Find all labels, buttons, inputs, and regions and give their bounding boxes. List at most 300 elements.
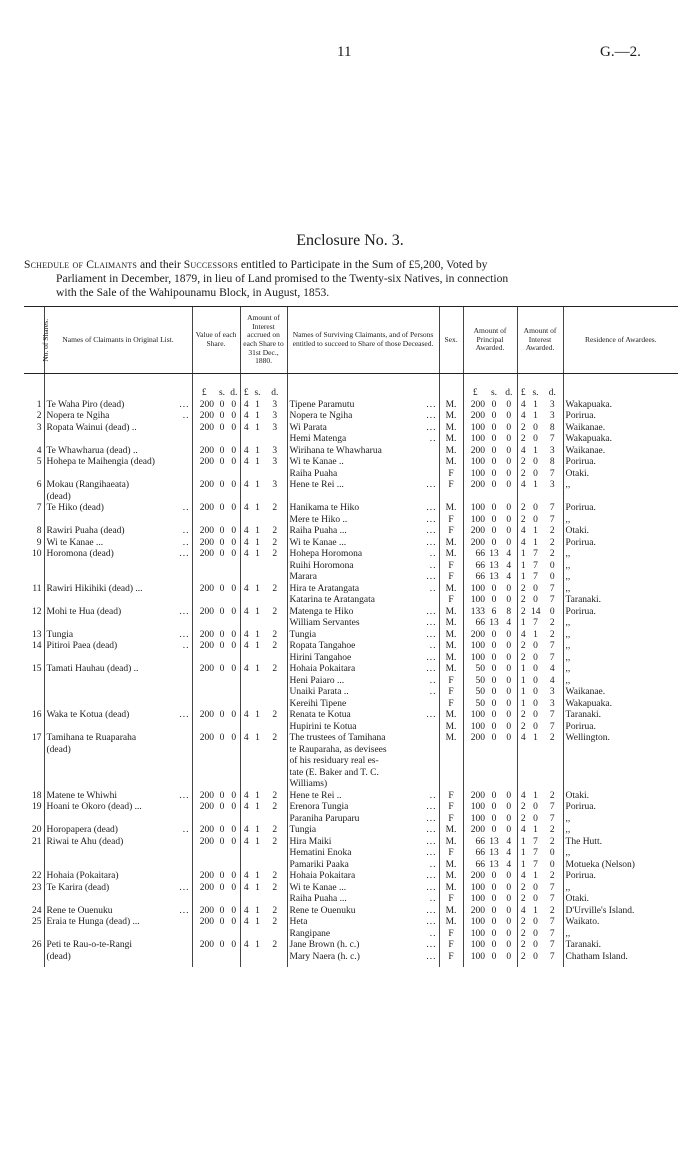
claimant-name	[44, 515, 192, 527]
interest-pence: 2	[272, 641, 278, 651]
interest-awarded-pence: 7	[549, 595, 555, 605]
interest-pence: 2	[272, 790, 278, 801]
principal-pence: 0	[506, 583, 512, 594]
interest-shillings	[252, 756, 263, 768]
share-number: 4	[36, 445, 42, 456]
leader-dots: ...	[426, 940, 437, 950]
claimant-name	[44, 607, 192, 619]
residence: ,,	[563, 561, 678, 573]
share-value-shillings: 0	[219, 399, 225, 410]
interest-shillings	[252, 745, 263, 757]
interest-pence	[263, 699, 287, 711]
table-row	[24, 848, 678, 860]
interest-pence: 2	[272, 802, 278, 812]
residence: Wakapuaka.	[563, 699, 678, 711]
interest-awarded-pounds: 2	[517, 929, 529, 941]
interest-awarded-shillings: 1	[533, 905, 538, 916]
share-value-pounds	[192, 595, 216, 607]
residence: Porirua.	[563, 607, 678, 619]
residence: Otaki.	[563, 526, 678, 538]
leader-dots: ...	[426, 664, 437, 674]
sex: F	[439, 940, 463, 952]
interest-pence	[263, 929, 287, 941]
principal-pence: 0	[506, 422, 512, 433]
interest-awarded-shillings: 0	[533, 675, 538, 686]
principal-shillings: 0	[491, 629, 497, 640]
surviving-name	[287, 653, 439, 665]
table-row	[24, 480, 678, 492]
leader-dots: ...	[426, 825, 437, 835]
interest-pence	[263, 745, 287, 757]
principal-shillings: 0	[491, 503, 497, 513]
share-value-pence	[228, 894, 240, 906]
table-row	[24, 572, 678, 584]
residence: ,,	[563, 883, 678, 895]
leader-dots: ...	[179, 790, 190, 801]
share-value-shillings: 0	[219, 480, 225, 490]
principal-pounds: 100	[463, 641, 487, 653]
table-row	[24, 457, 678, 469]
principal-pence: 8	[506, 606, 512, 617]
share-value-shillings: 0	[219, 802, 225, 812]
share-value-pence: 0	[231, 629, 237, 640]
principal-pounds: 100	[463, 929, 487, 941]
interest-awarded-pence: 2	[549, 733, 555, 743]
claimant-name	[44, 733, 192, 745]
principal-pounds: 100	[463, 952, 487, 968]
table-row	[24, 664, 678, 676]
interest-awarded-pence: 7	[549, 813, 555, 824]
principal-pounds: 66	[463, 572, 487, 584]
leader-dots: ..	[182, 526, 190, 536]
share-value-shillings	[216, 894, 228, 906]
claimant-name	[44, 584, 192, 596]
surviving-name	[287, 526, 439, 538]
interest-pounds: 4	[240, 664, 252, 676]
interest-pence: 2	[272, 940, 278, 950]
share-value-pounds: 200	[192, 791, 216, 803]
interest-awarded-shillings: 1	[533, 399, 538, 410]
share-value-pounds	[192, 687, 216, 699]
interest-awarded-pence: 0	[549, 560, 555, 571]
claimant-name	[44, 745, 192, 757]
surviving-name-text: Hene te Rei ..	[289, 790, 342, 801]
share-value-shillings	[216, 492, 228, 504]
interest-pounds: 4	[240, 503, 252, 515]
principal-pounds: 100	[463, 423, 487, 435]
share-number	[24, 572, 44, 584]
interest-shillings	[252, 515, 263, 527]
claimant-name-text: Horopapera (dead)	[46, 825, 118, 835]
table-row	[24, 538, 678, 550]
leader-dots: ...	[179, 905, 190, 916]
claimant-name	[44, 848, 192, 860]
surviving-name	[287, 607, 439, 619]
interest-pounds: 4	[240, 871, 252, 883]
share-value-shillings: 0	[219, 940, 225, 950]
interest-awarded-shillings: 1	[533, 871, 538, 881]
principal-pounds: 100	[463, 710, 487, 722]
claimant-name	[44, 699, 192, 711]
share-value-pounds: 200	[192, 423, 216, 435]
share-value-pence	[228, 848, 240, 860]
share-value-shillings	[216, 722, 228, 734]
principal-shillings	[487, 779, 501, 791]
interest-awarded-shillings	[529, 756, 542, 768]
surviving-name-text: Rene te Ouenuku	[289, 905, 356, 916]
interest-awarded-shillings: 0	[533, 882, 538, 893]
principal-shillings: 0	[491, 733, 497, 743]
surviving-name-text: Renata te Kotua	[289, 710, 351, 720]
interest-pence	[263, 768, 287, 780]
principal-pounds: 200	[463, 630, 487, 642]
principal-pence: 0	[506, 882, 512, 893]
surviving-name-text: Hira Maiki	[289, 836, 332, 847]
principal-pence: 4	[506, 572, 512, 582]
principal-pounds	[463, 745, 487, 757]
principal-pence: 0	[506, 629, 512, 640]
header-principal-awarded: Amount of Principal Awarded.	[463, 307, 517, 374]
surviving-name	[287, 630, 439, 642]
interest-awarded-pounds	[517, 756, 529, 768]
principal-shillings: 0	[491, 710, 497, 720]
header-residence: Residence of Awardees.	[563, 307, 678, 374]
interest-awarded-shillings: 1	[533, 629, 538, 640]
share-value-pence	[228, 952, 240, 968]
share-value-pence	[228, 676, 240, 688]
share-number	[24, 745, 44, 757]
sex: F	[439, 561, 463, 573]
share-value-pence	[228, 561, 240, 573]
share-number	[24, 515, 44, 527]
principal-shillings	[487, 745, 501, 757]
share-value-pence: 0	[231, 549, 237, 559]
share-value-pence	[228, 434, 240, 446]
unit-shilling: s.	[218, 388, 226, 398]
table-row	[24, 929, 678, 941]
share-value-pence: 0	[231, 905, 237, 916]
interest-awarded-pounds: 2	[517, 469, 529, 481]
interest-shillings	[252, 894, 263, 906]
share-number	[24, 434, 44, 446]
interest-pence: 2	[272, 905, 278, 916]
table-row	[24, 860, 678, 872]
schedule-lead: Schedule of Claimants	[24, 258, 138, 271]
claimant-name	[44, 480, 192, 492]
sex: M.	[439, 549, 463, 561]
claimant-name-text: Te Hiko (dead)	[46, 503, 104, 513]
interest-pence: 2	[272, 583, 278, 594]
share-value-pence: 0	[231, 641, 237, 651]
share-value-pounds: 200	[192, 503, 216, 515]
surviving-name-text: Katarina te Aratangata	[289, 595, 375, 605]
sex: F	[439, 687, 463, 699]
share-number: 11	[32, 583, 42, 594]
header-row	[24, 307, 678, 374]
surviving-name-text: Heta	[289, 917, 308, 927]
leader-dots: ...	[179, 710, 190, 720]
interest-pence	[263, 848, 287, 860]
interest-awarded-shillings: 7	[533, 848, 538, 858]
share-value-pence	[228, 653, 240, 665]
interest-awarded-shillings: 0	[533, 503, 538, 513]
interest-pounds: 4	[240, 457, 252, 469]
share-number: 8	[36, 526, 42, 536]
leader-dots: ...	[426, 836, 437, 847]
interest-pence	[263, 434, 287, 446]
share-number: 3	[36, 422, 42, 433]
interest-pounds: 4	[240, 837, 252, 849]
interest-awarded-pence: 7	[549, 721, 555, 732]
claimant-name	[44, 756, 192, 768]
sex: M.	[439, 538, 463, 550]
principal-pence: 0	[506, 928, 512, 939]
principal-pence: 0	[506, 641, 512, 651]
units-row	[24, 374, 678, 400]
interest-shillings	[252, 653, 263, 665]
surviving-name	[287, 423, 439, 435]
sex: F	[439, 814, 463, 826]
principal-pounds: 50	[463, 687, 487, 699]
principal-pounds: 200	[463, 538, 487, 550]
surviving-name	[287, 503, 439, 515]
leader-dots: ...	[426, 399, 437, 410]
principal-pounds	[463, 492, 487, 504]
surviving-name	[287, 469, 439, 481]
residence: Wellington.	[563, 733, 678, 745]
share-value-shillings: 0	[219, 457, 225, 467]
principal-pounds: 100	[463, 894, 487, 906]
surviving-name	[287, 411, 439, 423]
interest-awarded-shillings: 7	[533, 859, 538, 870]
interest-pounds	[240, 492, 252, 504]
claimant-name-text: Pitiroi Paea (dead)	[46, 641, 118, 651]
principal-pounds: 200	[463, 825, 487, 837]
principal-pounds: 100	[463, 814, 487, 826]
interest-awarded-shillings: 1	[533, 733, 538, 743]
claimant-name-text: Te Waha Piro (dead)	[46, 399, 125, 410]
share-value-pounds: 200	[192, 400, 216, 412]
share-value-pounds: 200	[192, 641, 216, 653]
interest-awarded-shillings: 0	[533, 940, 538, 950]
principal-shillings: 0	[491, 675, 497, 686]
share-value-shillings	[216, 814, 228, 826]
interest-pence	[263, 561, 287, 573]
interest-awarded-pounds: 1	[517, 860, 529, 872]
principal-shillings: 0	[491, 583, 497, 594]
interest-shillings: 1	[255, 457, 260, 467]
share-value-pounds	[192, 814, 216, 826]
interest-shillings	[252, 676, 263, 688]
share-value-pence: 0	[231, 790, 237, 801]
sex: M.	[439, 860, 463, 872]
interest-awarded-shillings: 0	[533, 457, 538, 467]
share-value-pounds: 200	[192, 607, 216, 619]
interest-awarded-pence: 7	[549, 434, 555, 444]
leader-dots: ...	[179, 549, 190, 559]
share-value-pence: 0	[231, 399, 237, 410]
residence: Otaki.	[563, 469, 678, 481]
share-value-pounds	[192, 722, 216, 734]
principal-pence: 0	[506, 526, 512, 536]
interest-shillings: 1	[255, 802, 260, 812]
residence: Chatham Island.	[563, 952, 678, 968]
surviving-name	[287, 906, 439, 918]
interest-awarded-shillings: 0	[533, 422, 538, 433]
surviving-name	[287, 561, 439, 573]
principal-pounds: 100	[463, 940, 487, 952]
principal-pence: 4	[506, 836, 512, 847]
share-value-pence: 0	[231, 825, 237, 835]
surviving-name-text: William Servantes	[289, 618, 360, 628]
interest-pounds	[240, 929, 252, 941]
surviving-name-text: Erenora Tungia	[289, 802, 349, 812]
table-row	[24, 549, 678, 561]
interest-shillings	[252, 618, 263, 630]
interest-awarded-pence	[542, 779, 563, 791]
claimant-name	[44, 411, 192, 423]
sex: M.	[439, 653, 463, 665]
interest-pounds	[240, 756, 252, 768]
surviving-name	[287, 434, 439, 446]
interest-shillings: 1	[255, 549, 260, 559]
principal-shillings: 0	[491, 951, 497, 962]
claimant-name	[44, 503, 192, 515]
interest-pounds: 4	[240, 940, 252, 952]
principal-pence: 0	[506, 940, 512, 950]
interest-pence	[263, 952, 287, 968]
claimant-name-text: Rawiri Puaha (dead)	[46, 526, 125, 536]
sex: M.	[439, 722, 463, 734]
surviving-name-text: Wi te Kanae ...	[289, 537, 347, 548]
principal-pence: 0	[506, 652, 512, 663]
share-value-pence: 0	[231, 537, 237, 548]
residence: Waikanae.	[563, 687, 678, 699]
surviving-name-text: Raiha Puaha ...	[289, 894, 347, 904]
principal-pence: 0	[506, 698, 512, 709]
claimant-name-text: Tamihana te Ruaparaha	[46, 733, 137, 743]
interest-pence	[263, 756, 287, 768]
table-row	[24, 883, 678, 895]
interest-awarded-shillings	[529, 779, 542, 791]
share-number: 17	[32, 733, 42, 743]
principal-shillings: 0	[491, 514, 497, 525]
unit-pence: d.	[505, 388, 513, 398]
share-number	[24, 756, 44, 768]
interest-shillings: 1	[255, 480, 260, 490]
share-number: 14	[32, 641, 42, 651]
interest-awarded-shillings: 0	[533, 894, 538, 904]
interest-shillings	[252, 860, 263, 872]
interest-pence: 3	[272, 399, 278, 410]
principal-shillings: 0	[491, 871, 497, 881]
page-header	[0, 44, 700, 64]
share-value-shillings	[216, 952, 228, 968]
interest-pounds: 4	[240, 446, 252, 458]
claimant-name	[44, 929, 192, 941]
share-value-pence: 0	[231, 445, 237, 456]
share-value-shillings	[216, 561, 228, 573]
share-value-shillings	[216, 756, 228, 768]
surviving-name	[287, 768, 439, 780]
interest-pence	[263, 595, 287, 607]
claimant-name	[44, 940, 192, 952]
interest-shillings	[252, 779, 263, 791]
residence: ,,	[563, 825, 678, 837]
residence: ,,	[563, 480, 678, 492]
surviving-name	[287, 733, 439, 745]
interest-awarded-pounds: 1	[517, 676, 529, 688]
principal-pounds: 100	[463, 883, 487, 895]
principal-shillings: 0	[491, 434, 497, 444]
share-value-shillings: 0	[219, 733, 225, 743]
sex: F	[439, 515, 463, 527]
interest-pounds	[240, 595, 252, 607]
residence: ,,	[563, 618, 678, 630]
share-value-pounds	[192, 929, 216, 941]
share-number	[24, 492, 44, 504]
claimant-name-text: Hohaia (Pokaitara)	[46, 871, 119, 881]
leader-dots: ..	[182, 537, 190, 548]
interest-awarded-pounds: 2	[517, 641, 529, 653]
share-value-shillings	[216, 929, 228, 941]
principal-shillings: 0	[491, 813, 497, 824]
interest-pence	[263, 618, 287, 630]
principal-pounds: 66	[463, 848, 487, 860]
principal-pounds: 200	[463, 733, 487, 745]
claimant-name	[44, 768, 192, 780]
principal-pence: 0	[506, 790, 512, 801]
interest-awarded-pounds: 4	[517, 825, 529, 837]
share-value-pounds: 200	[192, 526, 216, 538]
residence: ,,	[563, 584, 678, 596]
interest-awarded-shillings: 1	[533, 825, 538, 835]
share-value-shillings: 0	[219, 503, 225, 513]
interest-awarded-pounds: 4	[517, 906, 529, 918]
share-value-shillings: 0	[219, 549, 225, 559]
surviving-name-text: Hupirini te Kotua	[289, 721, 357, 732]
share-value-pounds: 200	[192, 940, 216, 952]
interest-awarded-shillings: 0	[533, 721, 538, 732]
claimant-name	[44, 779, 192, 791]
sex: M.	[439, 607, 463, 619]
principal-shillings: 0	[491, 468, 497, 479]
share-number	[24, 952, 44, 968]
share-number: 2	[36, 411, 42, 421]
share-value-pence: 0	[231, 940, 237, 950]
claimant-name	[44, 883, 192, 895]
principal-pence: 0	[506, 802, 512, 812]
interest-shillings: 1	[255, 422, 260, 433]
schedule-text-3: with the Sale of the Wahipounamu Block, in August, 1853.	[56, 286, 330, 299]
principal-shillings: 0	[491, 652, 497, 663]
interest-awarded-shillings: 0	[533, 434, 538, 444]
share-value-pounds	[192, 756, 216, 768]
share-value-pence	[228, 492, 240, 504]
share-value-shillings: 0	[219, 917, 225, 927]
sex: M.	[439, 825, 463, 837]
claimant-name-text: Waka te Kotua (dead)	[46, 710, 130, 720]
interest-awarded-shillings: 1	[533, 445, 538, 456]
leader-dots: ...	[426, 629, 437, 640]
interest-shillings: 1	[255, 537, 260, 548]
table-row	[24, 492, 678, 504]
interest-shillings	[252, 561, 263, 573]
interest-awarded-pence: 0	[549, 606, 555, 617]
principal-pounds: 200	[463, 906, 487, 918]
residence: Otaki.	[563, 791, 678, 803]
share-value-shillings: 0	[219, 606, 225, 617]
